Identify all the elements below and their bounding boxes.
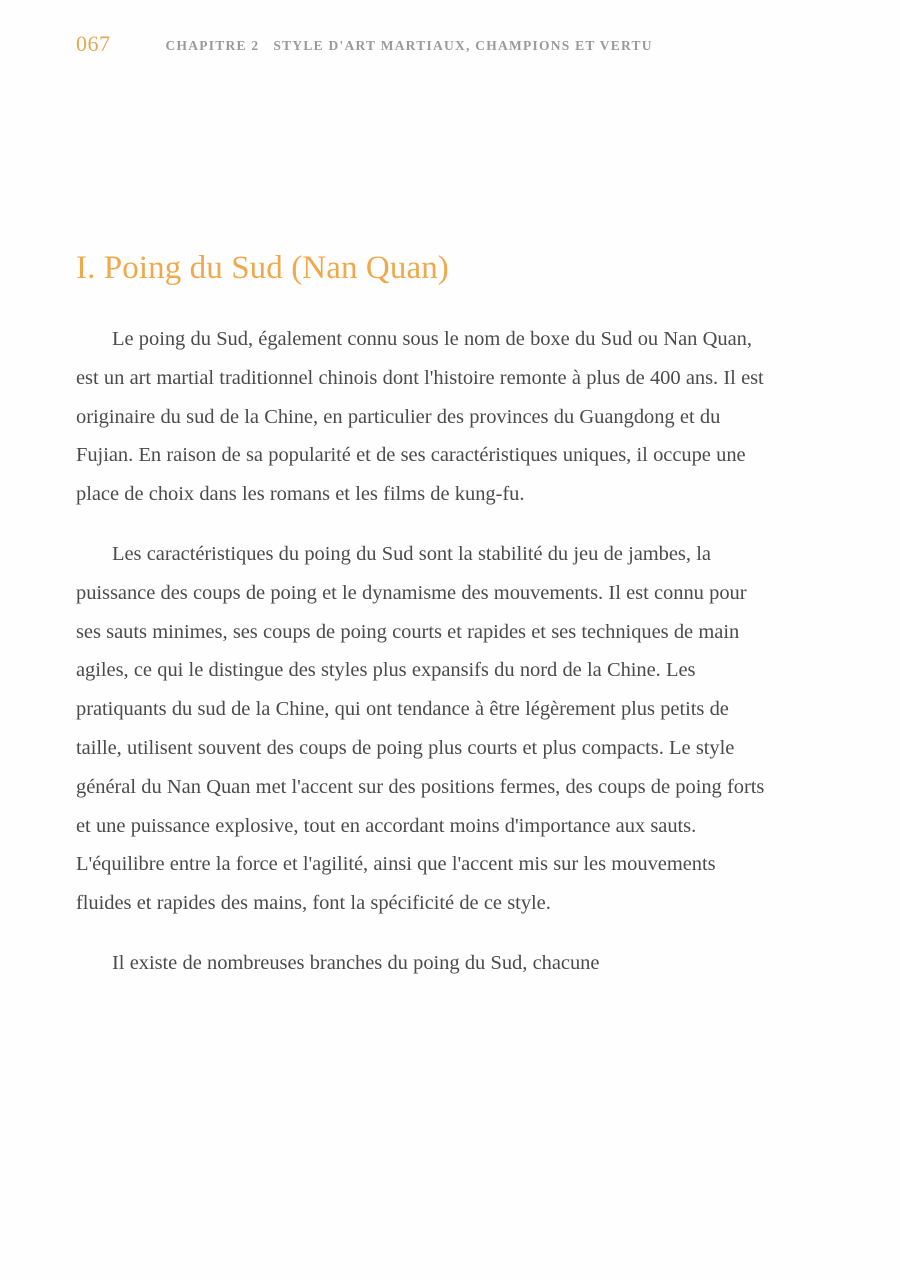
paragraph: Il existe de nombreuses branches du poing du Sud, chacune: [112, 951, 600, 974]
paragraph: Les caractéristiques du poing du Sud sont la stabilité du jeu de jambes, la puissance des coups de poing et le dynamisme des mouvements. Il est connu pour ses sauts minimes, ses coups de poing courts et rapides et ses techniques de main agiles, ce qui le distingue des styles plus expansifs du nord de la Chine. Les pratiquants du sud de la Chine, qui ont tendance à être légèrement plus petits de taille, utilisent souvent des coups de poing plus courts et plus compacts. Le style général du Nan Quan met l'accent sur des positions fermes, des coups de poing forts et une puissance explosive, tout en accordant moins d'importance aux sauts. L'équilibre entre la force et l'agilité, ainsi que l'accent mis sur les mouvements fluides et rapides des mains, font la spécificité de ce style.: [76, 542, 765, 915]
section-title: I. Poing du Sud (Nan Quan): [76, 250, 449, 286]
running-header: [76, 33, 653, 55]
paragraph: Le poing du Sud, également connu sous le nom de boxe du Sud ou Nan Quan, est un art martial traditionnel chinois dont l'histoire remonte à plus de 400 ans. Il est originaire du sud de la Chine, en particulier des provinces du Guangdong et du Fujian. En raison de sa popularité et de ses caractéristiques uniques, il occupe une place de choix dans les romans et les films de kung-fu.: [76, 328, 764, 506]
chapter-label: CHAPITRE 2: [165, 38, 260, 53]
body-copy: [76, 320, 766, 983]
running-title-text: STYLE D'ART MARTIAUX, CHAMPIONS ET VERTU: [273, 38, 653, 53]
page-number: 067: [76, 31, 111, 56]
running-header-text: [166, 39, 653, 53]
